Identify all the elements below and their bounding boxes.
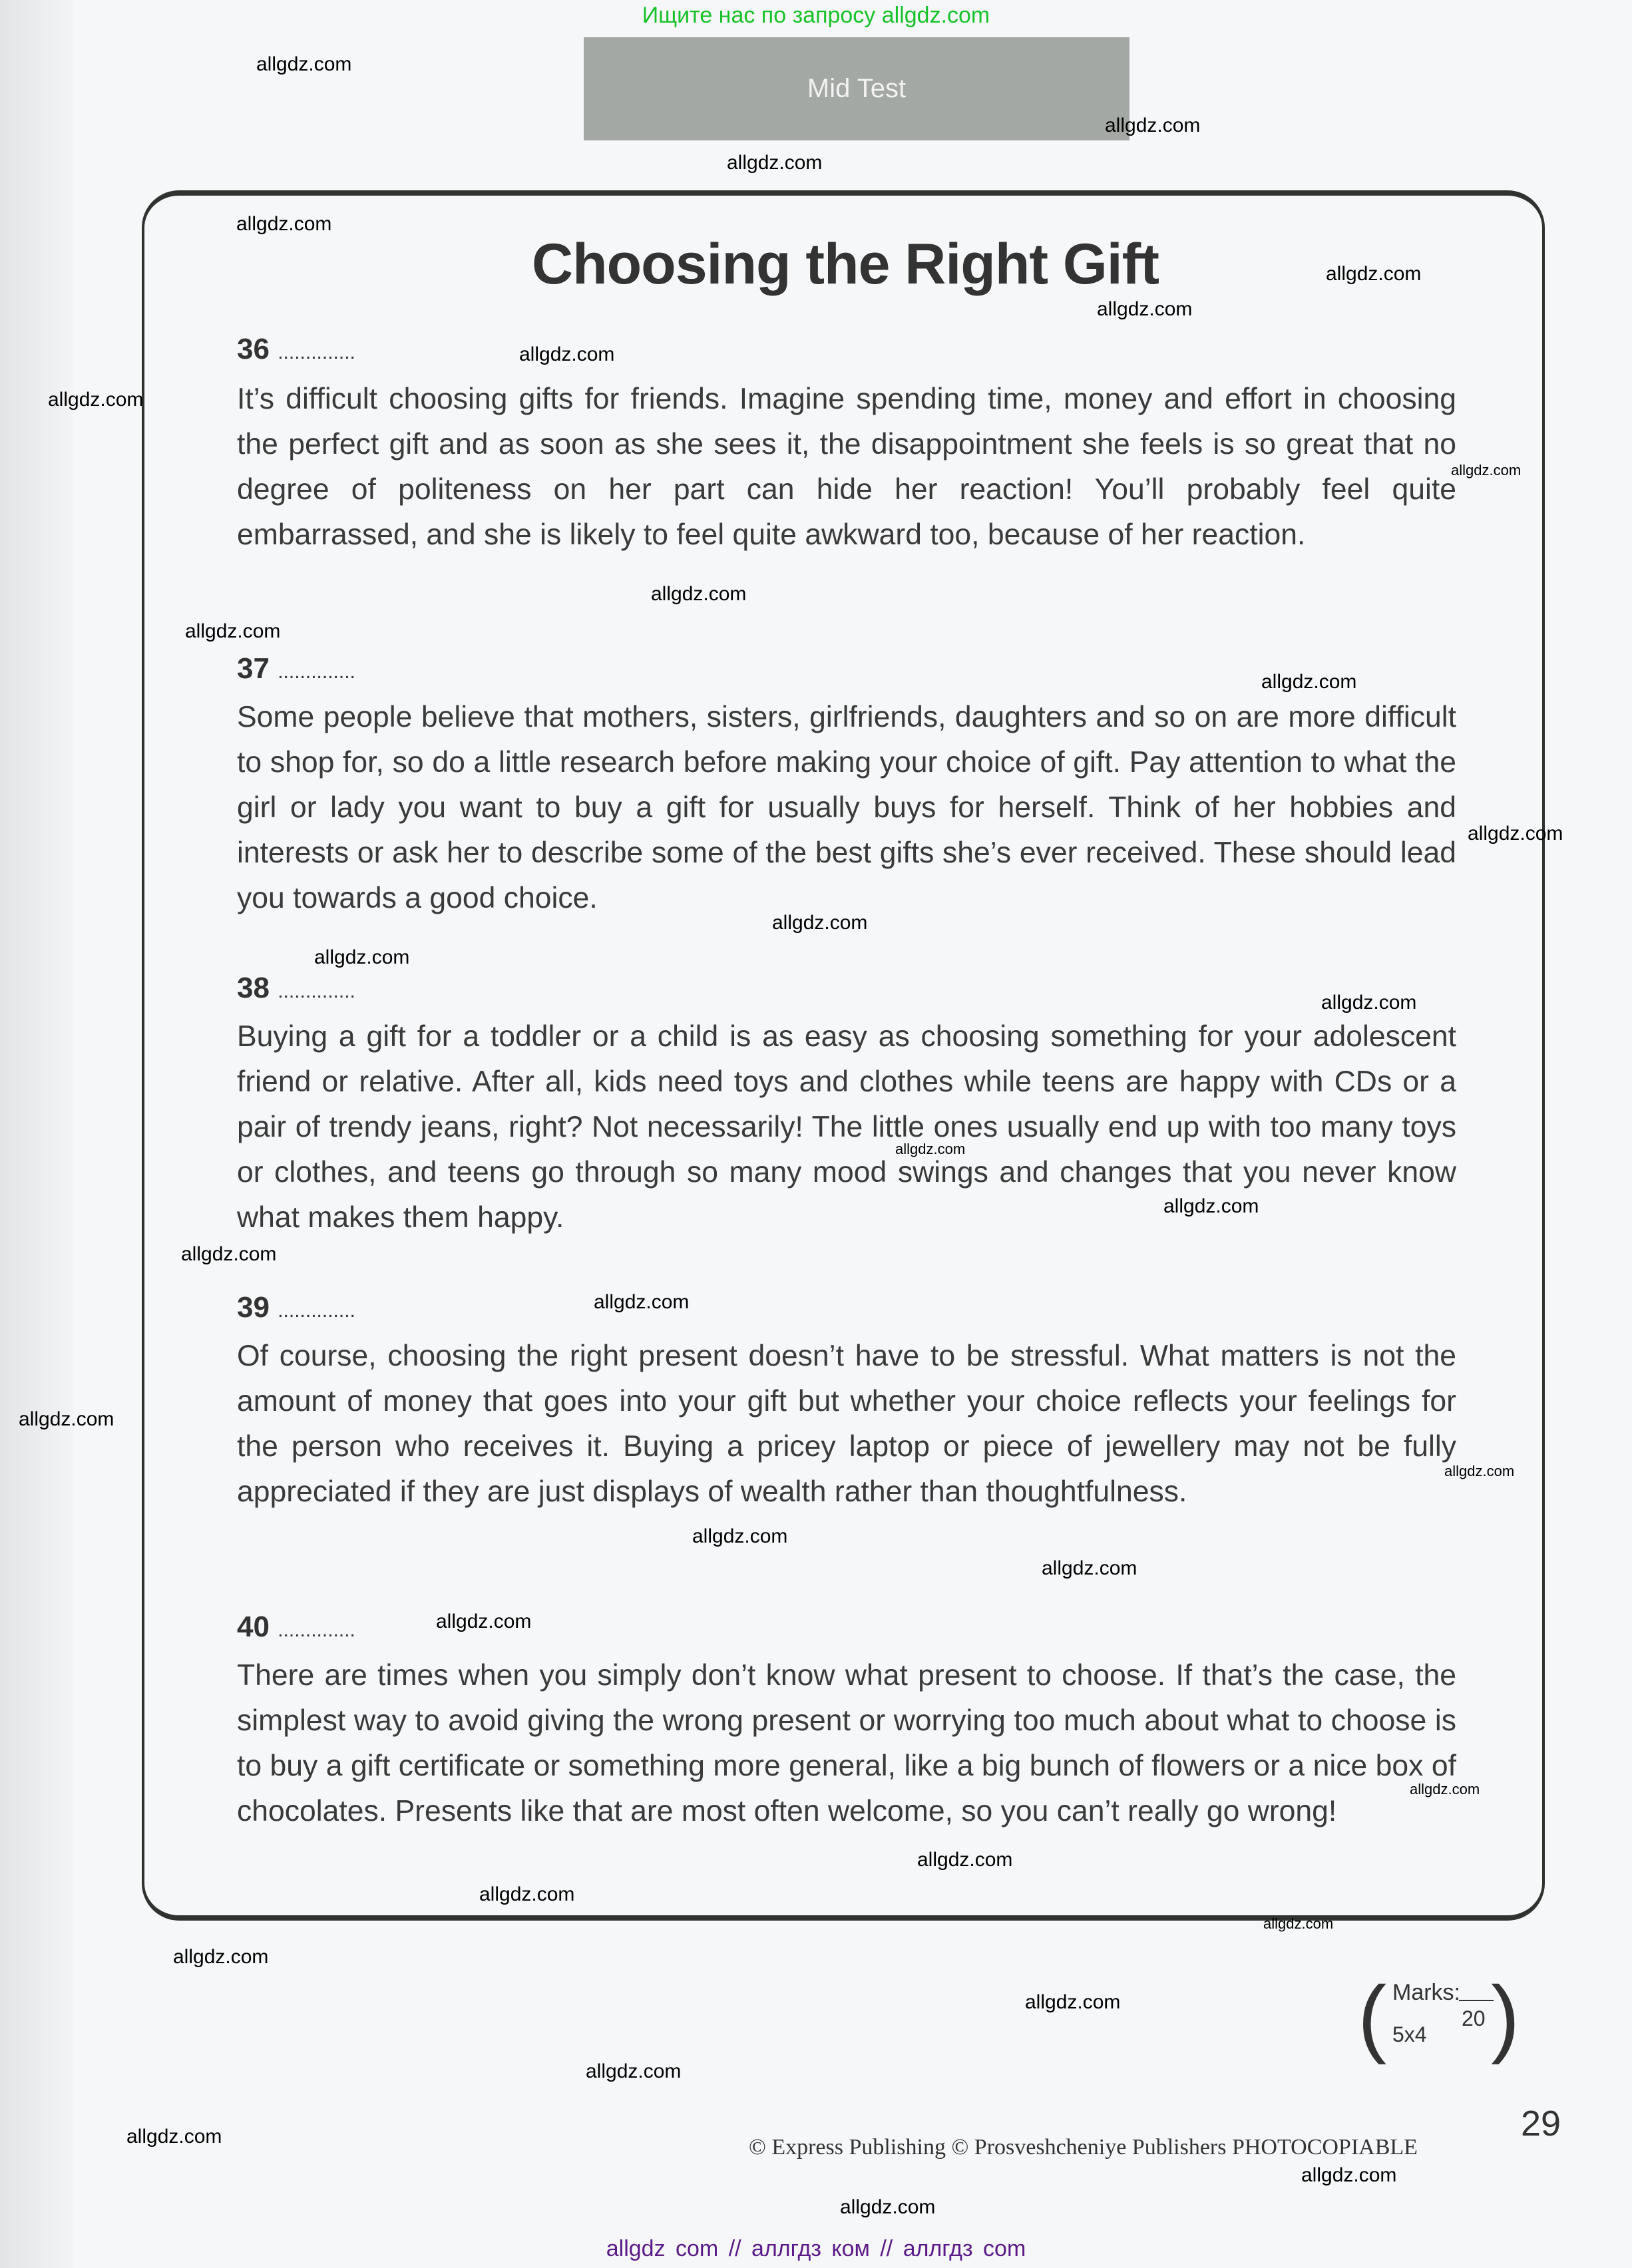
answer-blank[interactable]: .............. [278,661,355,683]
marks-box [1358,1967,1518,2066]
item-number-37: 37 .............. [237,652,355,685]
watermark: allgdz.com [692,1525,788,1547]
watermark: allgdz.com [181,1243,277,1265]
watermark: allgdz.com [917,1849,1013,1871]
item-number-40: 40 .............. [237,1610,355,1643]
watermark: allgdz.com [1468,823,1563,845]
watermark: allgdz.com [651,583,747,605]
marks-total: 20 [1462,2006,1486,2030]
item-number-38: 38 .............. [237,972,355,1004]
watermark: allgdz.com [1321,992,1417,1014]
watermark: allgdz.com [594,1291,690,1313]
answer-blank[interactable]: .............. [278,980,355,1002]
bottom-site-banner[interactable]: allgdz com // аллгдз ком // аллгдз com [606,2236,1026,2261]
watermark: allgdz.com [1451,462,1522,478]
watermark: allgdz.com [1263,1915,1334,1932]
paragraph-38: Buying a gift for a toddler or a child is as easy as choosing something for your adolescent friend or relative. After all, kids need toys and clothes while teens are happy with CDs or a pair of trendy jeans, right? Not necessarily! The little ones usually end up with too many toys or clothes, and teens go through so many mood swings and changes that you never know what makes them happy. [237,1020,1456,1234]
copyright-footer: © Express Publishing © Prosveshcheniye Publishers PHOTOCOPIABLE [749,2135,1418,2160]
watermark: allgdz.com [1410,1781,1480,1797]
watermark: allgdz.com [1326,263,1422,285]
marks-blank-line[interactable] [1459,2000,1494,2001]
watermark: allgdz.com [1444,1463,1515,1479]
right-paren: ) [1491,1968,1520,2065]
watermark: allgdz.com [586,2060,682,2082]
item-number-39: 39 .............. [237,1291,355,1324]
paragraph-36: It’s difficult choosing gifts for friends. Imagine spending time, money and effort in choosing the perfect gift and as soon as she sees it, the disappointment she feels is so great that no degree of politeness on her part can hide her reaction! You’ll probably feel quite embarrassed, and she is likely to feel quite awkward too, because of her reaction. [237,383,1456,551]
section-tab-mid-test [584,37,1129,140]
watermark: allgdz.com [1163,1195,1259,1217]
watermark: allgdz.com [1301,2164,1397,2186]
watermark: allgdz.com [236,213,332,235]
watermark: allgdz.com [1261,671,1357,693]
watermark: allgdz.com [185,620,281,642]
page-number: 29 [1521,2104,1561,2144]
page-binding-shadow [0,0,73,2268]
watermark: allgdz.com [1042,1557,1137,1579]
watermark: allgdz.com [840,2196,936,2218]
marks-formula: 5x4 [1392,2022,1427,2046]
watermark: allgdz.com [895,1141,966,1157]
section-tab-label: Mid Test [807,74,907,103]
watermark: allgdz.com [772,912,868,934]
watermark: allgdz.com [314,946,410,968]
watermark: allgdz.com [1025,1991,1121,2013]
top-search-banner[interactable]: Ищите нас по запросу allgdz.com [642,3,990,28]
watermark: allgdz.com [727,152,823,174]
paragraph-37: Some people believe that mothers, sisters, girlfriends, daughters and so on are more difficult to shop for, so do a little research before making your choice of gift. Pay attention to what the girl or lady you want to buy a gift for usually buys for herself. Think of her hobbies and interests or ask her to describe some of the best gifts she’s ever received. These should lead you towards a good choice. [237,701,1456,914]
watermark: allgdz.com [1097,298,1193,320]
watermark: allgdz.com [519,343,615,365]
watermark: allgdz.com [48,389,144,411]
paragraph-39: Of course, choosing the right present doesn’t have to be stressful. What matters is not the amount of money that goes into your gift but whether your choice reflects your feelings for the person who receives it. Buying a pricey laptop or piece of jewellery may not be fully appreciated if they are just displays of wealth rather than thoughtfulness. [237,1340,1456,1508]
watermark: allgdz.com [126,2126,222,2148]
left-paren: ( [1358,1968,1387,2065]
watermark: allgdz.com [19,1408,114,1430]
answer-blank[interactable]: .............. [278,341,355,363]
answer-blank[interactable]: .............. [278,1619,355,1641]
watermark: allgdz.com [479,1883,575,1905]
item-number-36: 36 .............. [237,333,355,365]
marks-label: Marks: [1392,1980,1460,2005]
answer-blank[interactable]: .............. [278,1300,355,1322]
watermark: allgdz.com [436,1610,532,1632]
watermark: allgdz.com [256,53,352,75]
watermark: allgdz.com [1105,114,1201,136]
paragraph-40: There are times when you simply don’t know what present to choose. If that’s the case, the simplest way to avoid giving the wrong present or worrying too much about what to choose is to buy a gift certificate or something more general, like a big bunch of flowers or a nice box of chocolates. Presents like that are most often welcome, so you can’t really go wrong! [237,1659,1456,1827]
watermark: allgdz.com [173,1946,269,1968]
article-title: Choosing the Right Gift [532,232,1159,296]
